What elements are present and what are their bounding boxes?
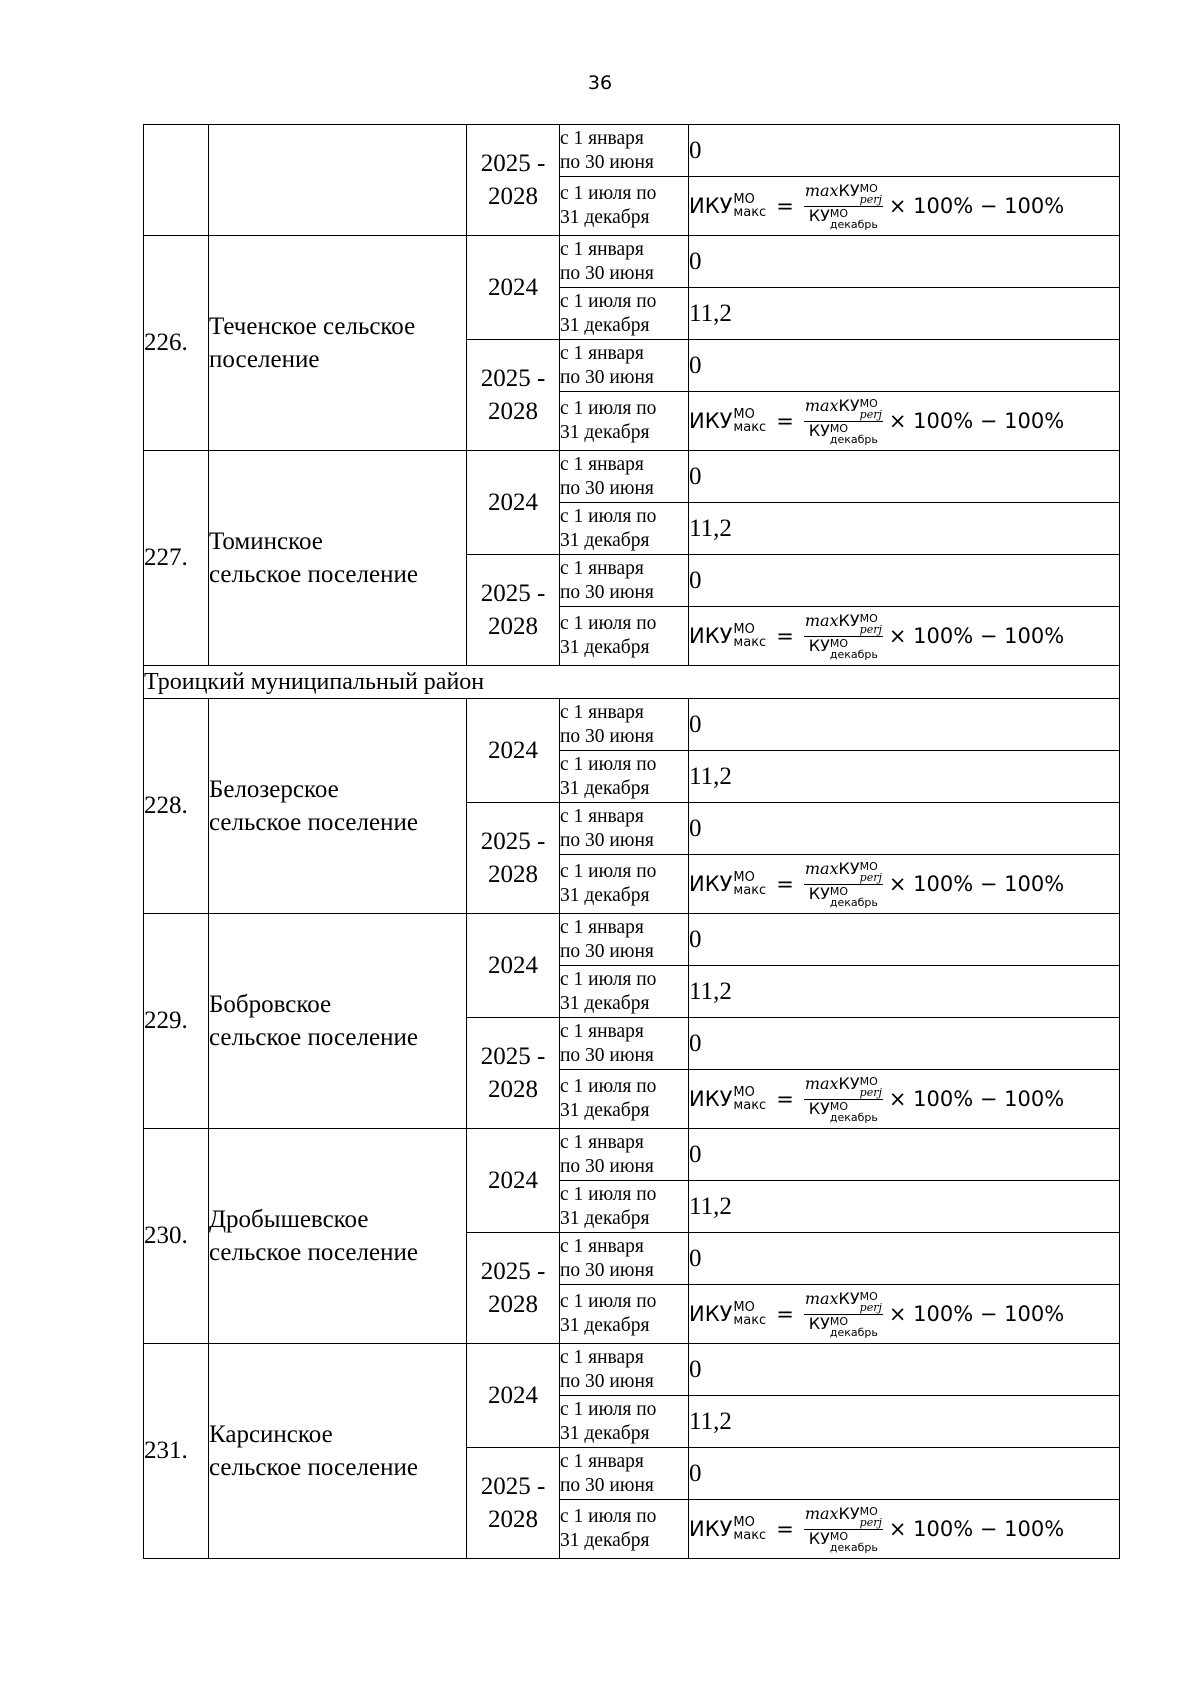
year-cell: 2024 (467, 699, 560, 803)
table-row (144, 914, 1120, 966)
entry-name: Бобровское сельское поселение (209, 914, 467, 1129)
value-cell: 0 (689, 236, 1120, 288)
entry-number: 231. (144, 1344, 209, 1559)
period-cell: с 1 июля по 31 декабря (560, 392, 689, 451)
formula-fraction: max КУ МО perj КУ МО декабрь (804, 858, 882, 909)
formula: ИКУ МО макс = max КУ МО perj КУ МО декабрь × 100% − 100% (689, 1073, 1065, 1124)
period-cell: с 1 июля по 31 декабря (560, 607, 689, 666)
value-cell: 11,2 (689, 288, 1120, 340)
entry-number: 227. (144, 451, 209, 666)
period-cell: с 1 января по 30 июня (560, 236, 689, 288)
formula-fraction: max КУ МО perj КУ МО декабрь (804, 180, 882, 231)
name-cell (209, 125, 467, 236)
formula-fraction: max КУ МО perj КУ МО декабрь (804, 610, 882, 661)
formula-fraction: max КУ МО perj КУ МО декабрь (804, 395, 882, 446)
period-cell: с 1 января по 30 июня (560, 555, 689, 607)
entry-name: Теченское сельское поселение (209, 236, 467, 451)
formula-fraction: max КУ МО perj КУ МО декабрь (804, 1288, 882, 1339)
year-cell: 2025 - 2028 (467, 1233, 560, 1344)
period-cell: с 1 июля по 31 декабря (560, 751, 689, 803)
year-cell: 2024 (467, 1129, 560, 1233)
value-cell: 0 (689, 1448, 1120, 1500)
year-cell: 2025 - 2028 (467, 1448, 560, 1559)
period-cell: с 1 января по 30 июня (560, 1344, 689, 1396)
formula-cell (689, 1500, 1120, 1559)
district-name: Троицкий муниципальный район (144, 666, 1120, 699)
value-cell: 0 (689, 1018, 1120, 1070)
value-cell: 0 (689, 340, 1120, 392)
formula-cell (689, 1070, 1120, 1129)
year-cell: 2025 - 2028 (467, 125, 560, 236)
formula: ИКУ МО макс = max КУ МО perj КУ МО декабрь × 100% − 100% (689, 610, 1065, 661)
year-cell: 2024 (467, 914, 560, 1018)
entry-number: 229. (144, 914, 209, 1129)
value-cell: 0 (689, 1233, 1120, 1285)
period-cell: с 1 января по 30 июня (560, 1129, 689, 1181)
formula-fraction: max КУ МО perj КУ МО декабрь (804, 1503, 882, 1554)
value-cell: 0 (689, 125, 1120, 177)
formula: ИКУ МО макс = max КУ МО perj КУ МО декабрь × 100% − 100% (689, 180, 1065, 231)
period-cell: с 1 января по 30 июня (560, 914, 689, 966)
value-cell: 0 (689, 1129, 1120, 1181)
period-cell: с 1 июля по 31 декабря (560, 288, 689, 340)
formula-cell (689, 177, 1120, 236)
formula: ИКУ МО макс = max КУ МО perj КУ МО декабрь × 100% − 100% (689, 858, 1065, 909)
period-cell: с 1 июля по 31 декабря (560, 1500, 689, 1559)
table-row (144, 1129, 1120, 1181)
value-cell: 0 (689, 555, 1120, 607)
period-cell: с 1 июля по 31 декабря (560, 1285, 689, 1344)
formula-cell (689, 1285, 1120, 1344)
period-cell: с 1 июля по 31 декабря (560, 966, 689, 1018)
formula: ИКУ МО макс = max КУ МО perj КУ МО декабрь × 100% − 100% (689, 1503, 1065, 1554)
formula: ИКУ МО макс = max КУ МО perj КУ МО декабрь × 100% − 100% (689, 1288, 1065, 1339)
period-cell: с 1 января по 30 июня (560, 125, 689, 177)
entry-name: Дробышевское сельское поселение (209, 1129, 467, 1344)
table-row (144, 236, 1120, 288)
formula-cell (689, 392, 1120, 451)
period-cell: с 1 июля по 31 декабря (560, 1181, 689, 1233)
value-cell: 11,2 (689, 1396, 1120, 1448)
entry-number: 228. (144, 699, 209, 914)
period-cell: с 1 января по 30 июня (560, 1448, 689, 1500)
period-cell: с 1 января по 30 июня (560, 451, 689, 503)
period-cell: с 1 июля по 31 декабря (560, 1070, 689, 1129)
value-cell: 0 (689, 1344, 1120, 1396)
year-cell: 2024 (467, 236, 560, 340)
page-number: 36 (587, 72, 613, 94)
table-row (144, 699, 1120, 751)
formula-fraction: max КУ МО perj КУ МО декабрь (804, 1073, 882, 1124)
value-cell: 0 (689, 451, 1120, 503)
year-cell: 2024 (467, 451, 560, 555)
period-cell: с 1 июля по 31 декабря (560, 1396, 689, 1448)
value-cell: 11,2 (689, 1181, 1120, 1233)
entry-number: 226. (144, 236, 209, 451)
period-cell: с 1 января по 30 июня (560, 1018, 689, 1070)
period-cell: с 1 января по 30 июня (560, 1233, 689, 1285)
year-cell: 2025 - 2028 (467, 1018, 560, 1129)
year-cell: 2025 - 2028 (467, 803, 560, 914)
period-cell: с 1 июля по 31 декабря (560, 855, 689, 914)
entry-name: Карсинское сельское поселение (209, 1344, 467, 1559)
value-cell: 0 (689, 699, 1120, 751)
entry-name: Белозерское сельское поселение (209, 699, 467, 914)
year-cell: 2024 (467, 1344, 560, 1448)
formula-cell (689, 607, 1120, 666)
year-cell: 2025 - 2028 (467, 555, 560, 666)
period-cell: с 1 июля по 31 декабря (560, 177, 689, 236)
tariff-table (143, 124, 1120, 1559)
year-cell: 2025 - 2028 (467, 340, 560, 451)
period-cell: с 1 января по 30 июня (560, 340, 689, 392)
period-cell: с 1 января по 30 июня (560, 699, 689, 751)
entry-name: Томинское сельское поселение (209, 451, 467, 666)
value-cell: 0 (689, 914, 1120, 966)
formula-cell (689, 855, 1120, 914)
period-cell: с 1 января по 30 июня (560, 803, 689, 855)
value-cell: 11,2 (689, 966, 1120, 1018)
value-cell: 11,2 (689, 751, 1120, 803)
num-cell (144, 125, 209, 236)
value-cell: 11,2 (689, 503, 1120, 555)
entry-number: 230. (144, 1129, 209, 1344)
district-row (144, 666, 1120, 699)
period-cell: с 1 июля по 31 декабря (560, 503, 689, 555)
table-row (144, 451, 1120, 503)
table-row (144, 1344, 1120, 1396)
value-cell: 0 (689, 803, 1120, 855)
formula: ИКУ МО макс = max КУ МО perj КУ МО декабрь × 100% − 100% (689, 395, 1065, 446)
table-row (144, 125, 1120, 177)
